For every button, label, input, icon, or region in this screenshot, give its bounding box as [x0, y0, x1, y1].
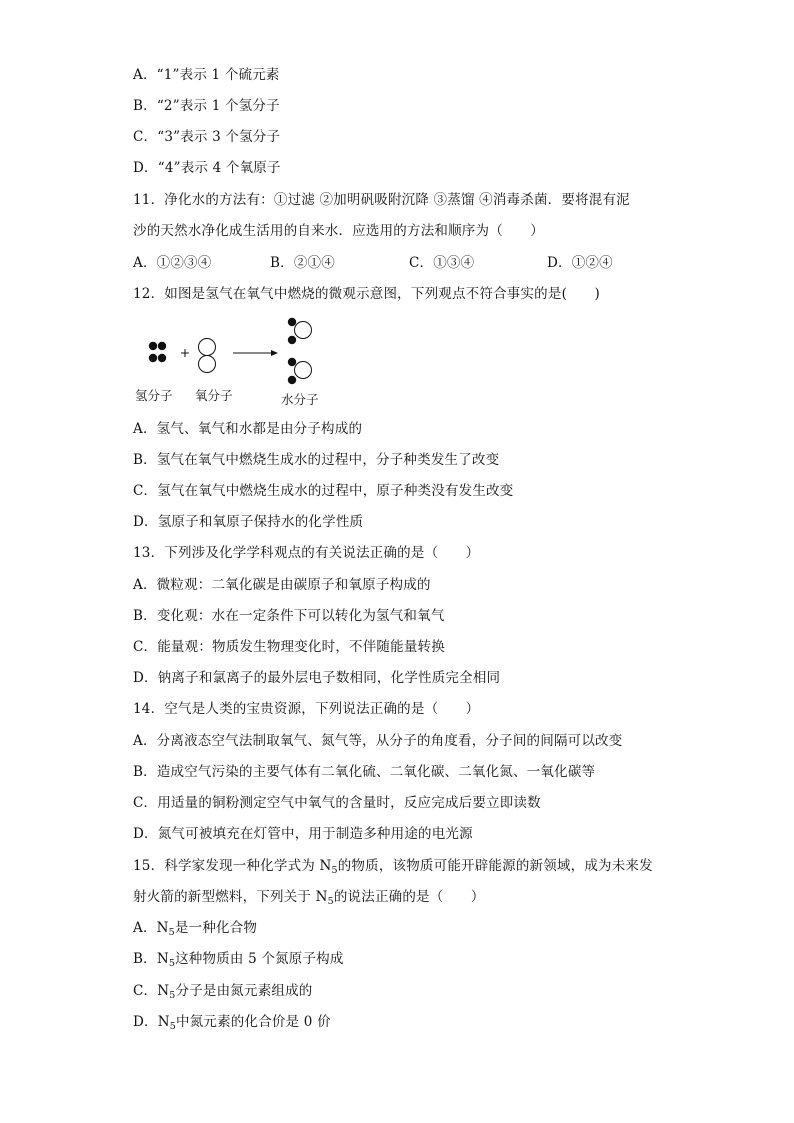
q15-stem1-text-cont: 的物质，该物质可能开辟能源的新领域，成为未来发 — [337, 858, 653, 874]
q15-c-pre: C．N — [133, 983, 170, 999]
q12-option-a: A．氢气、氧气和水都是由分子构成的 — [133, 421, 363, 437]
q15-stem1-text: 15．科学家发现一种化学式为 N — [133, 858, 332, 874]
q14-stem: 14．空气是人类的宝贵资源，下列说法正确的是（ ） — [133, 701, 480, 717]
q15-d-pre: D．N — [133, 1014, 170, 1030]
label-hydrogen-molecule: 氢分子 — [135, 388, 173, 403]
subscript-5: 5 — [327, 896, 334, 907]
q10-option-a: A．“1”表示 1 个硫元素 — [133, 67, 280, 83]
q12-option-c: C．氢气在氧气中燃烧生成水的过程中，原子种类没有发生改变 — [133, 483, 514, 499]
water-molecules-figure — [288, 318, 312, 384]
label-oxygen-molecule: 氧分子 — [195, 388, 233, 403]
q15-stem-line1 — [133, 856, 653, 876]
q13-stem: 13．下列涉及化学学科观点的有关说法正确的是（ ） — [133, 545, 480, 561]
q15-option-c — [133, 981, 313, 1001]
q15-option-b — [133, 949, 344, 969]
q15-stem2-text: 射火箭的新型燃料，下列关于 N — [133, 889, 328, 905]
subscript-5: 5 — [169, 1021, 176, 1032]
q11-stem-line2: 沙的天然水净化成生活用的自来水．应选用的方法和顺序为（ ） — [133, 223, 544, 239]
q11-option-a: A．①②③④ — [133, 255, 212, 271]
subscript-5: 5 — [331, 865, 338, 876]
q11-option-d: D．①②④ — [547, 255, 613, 271]
q12-stem: 12．如图是氢气在氧气中燃烧的微观示意图，下列观点不符合事实的是( ) — [133, 286, 600, 302]
plus-sign: + — [179, 345, 191, 360]
q15-stem-line2 — [133, 887, 485, 907]
subscript-5: 5 — [168, 958, 176, 969]
q15-option-a — [133, 918, 257, 938]
q15-b-pre: B．N — [133, 951, 169, 967]
q10-option-b: B．“2”表示 1 个氢分子 — [133, 98, 280, 114]
subscript-5: 5 — [169, 990, 176, 1001]
q15-c-post: 分子是由氮元素组成的 — [175, 983, 313, 999]
q13-option-c: C．能量观：物质发生物理变化时，不伴随能量转换 — [133, 639, 445, 655]
q11-option-b: B．②①④ — [270, 255, 335, 271]
label-water-molecule: 水分子 — [281, 392, 319, 407]
hydrogen-molecules-figure — [149, 342, 166, 362]
q15-d-post: 中氮元素的化合价是 0 价 — [176, 1014, 331, 1030]
q13-option-d: D．钠离子和氯离子的最外层电子数相同，化学性质完全相同 — [133, 670, 501, 686]
q15-option-d — [133, 1012, 331, 1032]
q14-option-c: C．用适量的铜粉测定空气中氧气的含量时，反应完成后要立即读数 — [133, 795, 541, 811]
q10-option-d: D．“4”表示 4 个氧原子 — [133, 160, 281, 176]
q14-option-a: A．分离液态空气法制取氧气、氮气等，从分子的角度看，分子间的间隔可以改变 — [133, 733, 623, 749]
q12-option-d: D．氢原子和氧原子保持水的化学性质 — [133, 514, 364, 530]
q14-option-d: D．氮气可被填充在灯管中，用于制造多种用途的电光源 — [133, 826, 473, 842]
q12-option-b: B．氢气在氧气中燃烧生成水的过程中，分子种类发生了改变 — [133, 452, 500, 468]
reaction-diagram — [133, 316, 353, 416]
q10-option-c: C．“3”表示 3 个氢分子 — [133, 129, 281, 145]
q13-option-a: A．微粒观：二氧化碳是由碳原子和氧原子构成的 — [133, 577, 431, 593]
subscript-5: 5 — [168, 927, 175, 938]
q11-stem-line1: 11．净化水的方法有：①过滤 ②加明矾吸附沉降 ③蒸馏 ④消毒杀菌．要将混有泥 — [133, 192, 630, 208]
q14-option-b: B．造成空气污染的主要气体有二氧化硫、二氧化碳、二氧化氮、一氧化碳等 — [133, 764, 596, 780]
reaction-arrow — [233, 350, 278, 356]
q15-stem2-text-cont: 的说法正确的是（ ） — [333, 889, 485, 905]
q15-a-pre: A．N — [133, 920, 169, 936]
oxygen-molecule-figure — [199, 339, 216, 373]
q15-b-post: 这种物质由 5 个氮原子构成 — [175, 951, 344, 967]
q13-option-b: B．变化观：水在一定条件下可以转化为氢气和氧气 — [133, 608, 445, 624]
q15-a-post: 是一种化合物 — [174, 920, 258, 936]
q11-option-c: C．①③④ — [409, 255, 475, 271]
